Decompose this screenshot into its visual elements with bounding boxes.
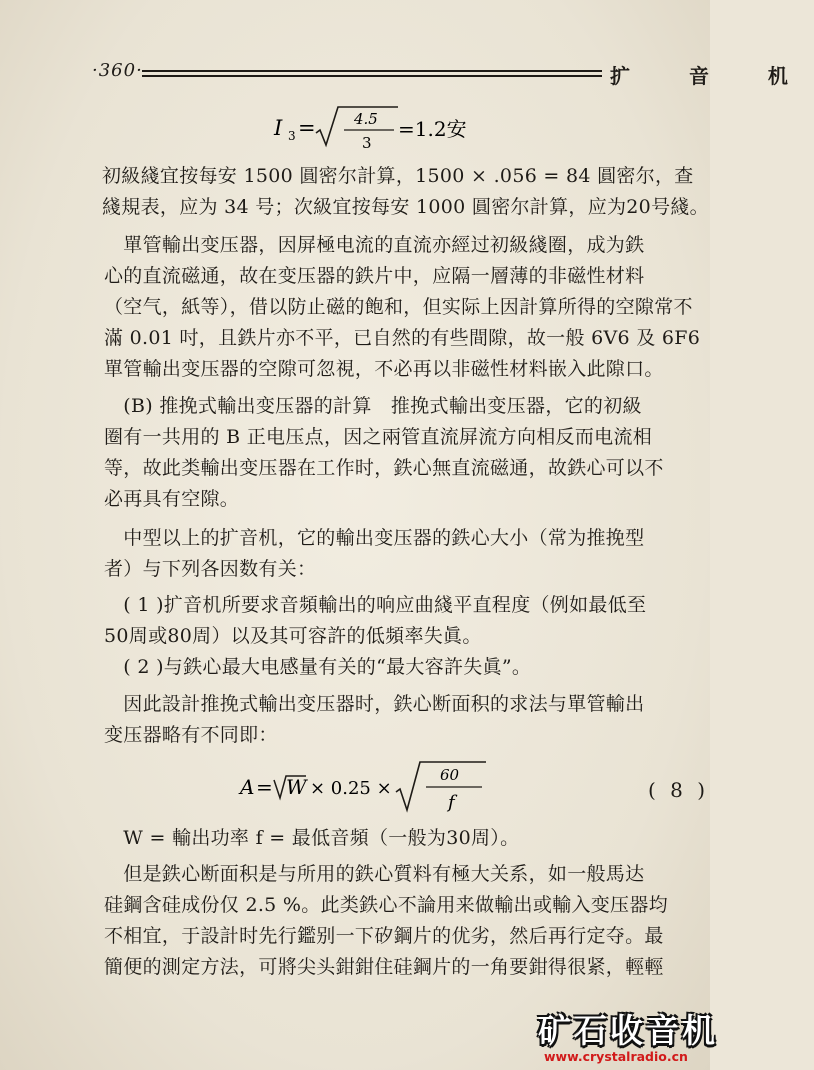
formula2-sqrt-w: W [286, 775, 307, 799]
text-line: 不相宜，于設計时先行鑑别一下矽鋼片的优劣，然后再行定夺。最 [104, 925, 664, 947]
text-line: 者）与下列各因数有关： [104, 558, 317, 580]
header-rule [142, 70, 602, 77]
text-line: ( 1 )扩音机所要求音頻輸出的响应曲綫平直程度（例如最低至 [104, 594, 647, 616]
text-line: 变压器略有不同即： [104, 724, 278, 746]
svg-text:=: = [256, 775, 273, 799]
text-line: 但是鉄心断面积是与所用的鉄心質料有極大关系，如一般馬达 [104, 863, 645, 885]
paragraph-design [104, 689, 696, 751]
paragraph-definitions [104, 823, 696, 854]
svg-text:=: = [298, 116, 316, 140]
watermark-url: www.crystalradio.cn [544, 1049, 688, 1064]
formula1-numerator: 4.5 [354, 110, 378, 128]
text-line: 綫規表，应为 34 号；次級宜按每安 1000 圓密尔計算，应为20号綫。 [102, 196, 709, 218]
paragraph-core-material [104, 859, 696, 983]
text-line: 單管輸出变压器的空隙可忽視，不必再以非磁性材料嵌入此隙口。 [104, 358, 664, 380]
formula2-numerator: 60 [440, 766, 460, 784]
text-line: 心的直流磁通，故在变压器的鉄片中，应隔一層薄的非磁性材料 [104, 265, 645, 287]
text-line: W = 輸出功率 f = 最低音頻（一般为30周）。 [104, 827, 520, 849]
formula2-factor: × 0.25 × [310, 778, 392, 799]
text-line: 50周或80周）以及其可容許的低頻率失眞。 [104, 625, 482, 647]
page-number: ·360· [92, 60, 143, 81]
book-title: 扩 音 机 [610, 64, 814, 88]
paragraph-single-tube [104, 230, 701, 385]
text-line: 等，故此类輸出变压器在工作时，鉄心無直流磁通，故鉄心可以不 [104, 457, 664, 479]
text-line: 必再具有空隙。 [104, 488, 240, 510]
formula-core-area [240, 758, 700, 816]
text-line: 滿 0.01 吋，且鉄片亦不平，已自然的有些間隙，故一般 6V6 及 6F6 [104, 327, 701, 349]
list-item-2 [104, 652, 696, 683]
text-line: 圈有一共用的 B 正电压点，因之兩管直流屏流方向相反而电流相 [104, 426, 653, 448]
watermark-title: 矿石收音机 [538, 1011, 718, 1050]
formula2-lhs: A [240, 775, 255, 799]
equation-number: ( 8 ) [648, 778, 710, 802]
paragraph-push-pull [104, 391, 696, 515]
text-line: 初級綫宜按每安 1500 圓密尔計算，1500 × .056 = 84 圓密尔，查 [102, 165, 694, 187]
text-line: 簡便的測定方法，可將尖头鉗鉗住硅鋼片的一角要鉗得很紧，輕輕 [104, 956, 664, 978]
text-line: 硅鋼含硅成份仅 2.5 %。此类鉄心不論用来做輸出或輸入变压器均 [104, 894, 668, 916]
page-header [88, 58, 814, 88]
text-line: ( 2 )与鉄心最大电感量有关的“最大容許失眞”。 [104, 656, 532, 678]
formula1-rhs: =1.2安 [398, 117, 467, 141]
paragraph-core-size [104, 523, 696, 585]
text-block-1 [102, 161, 709, 223]
text-line: 中型以上的扩音机，它的輸出变压器的鉄心大小（常为推挽型 [104, 527, 645, 549]
list-item-1 [104, 590, 696, 652]
formula-current [272, 103, 512, 153]
text-line: (B) 推挽式輸出变压器的計算 推挽式輸出变压器，它的初級 [104, 395, 642, 417]
text-line: 因此設計推挽式輸出变压器时，鉄心断面积的求法与單管輸出 [104, 693, 645, 715]
site-watermark [538, 1005, 718, 1067]
text-line: （空气，紙等），借以防止磁的飽和，但实际上因計算所得的空隙常不 [104, 296, 693, 318]
formula1-lhs: I [274, 116, 283, 140]
formula1-denominator: 3 [362, 134, 372, 152]
formula2-denominator: f [448, 792, 455, 813]
text-line: 單管輸出变压器，因屏極电流的直流亦經过初級綫圈，成为鉄 [104, 234, 645, 256]
formula1-lhs-sub: 3 [288, 129, 296, 143]
